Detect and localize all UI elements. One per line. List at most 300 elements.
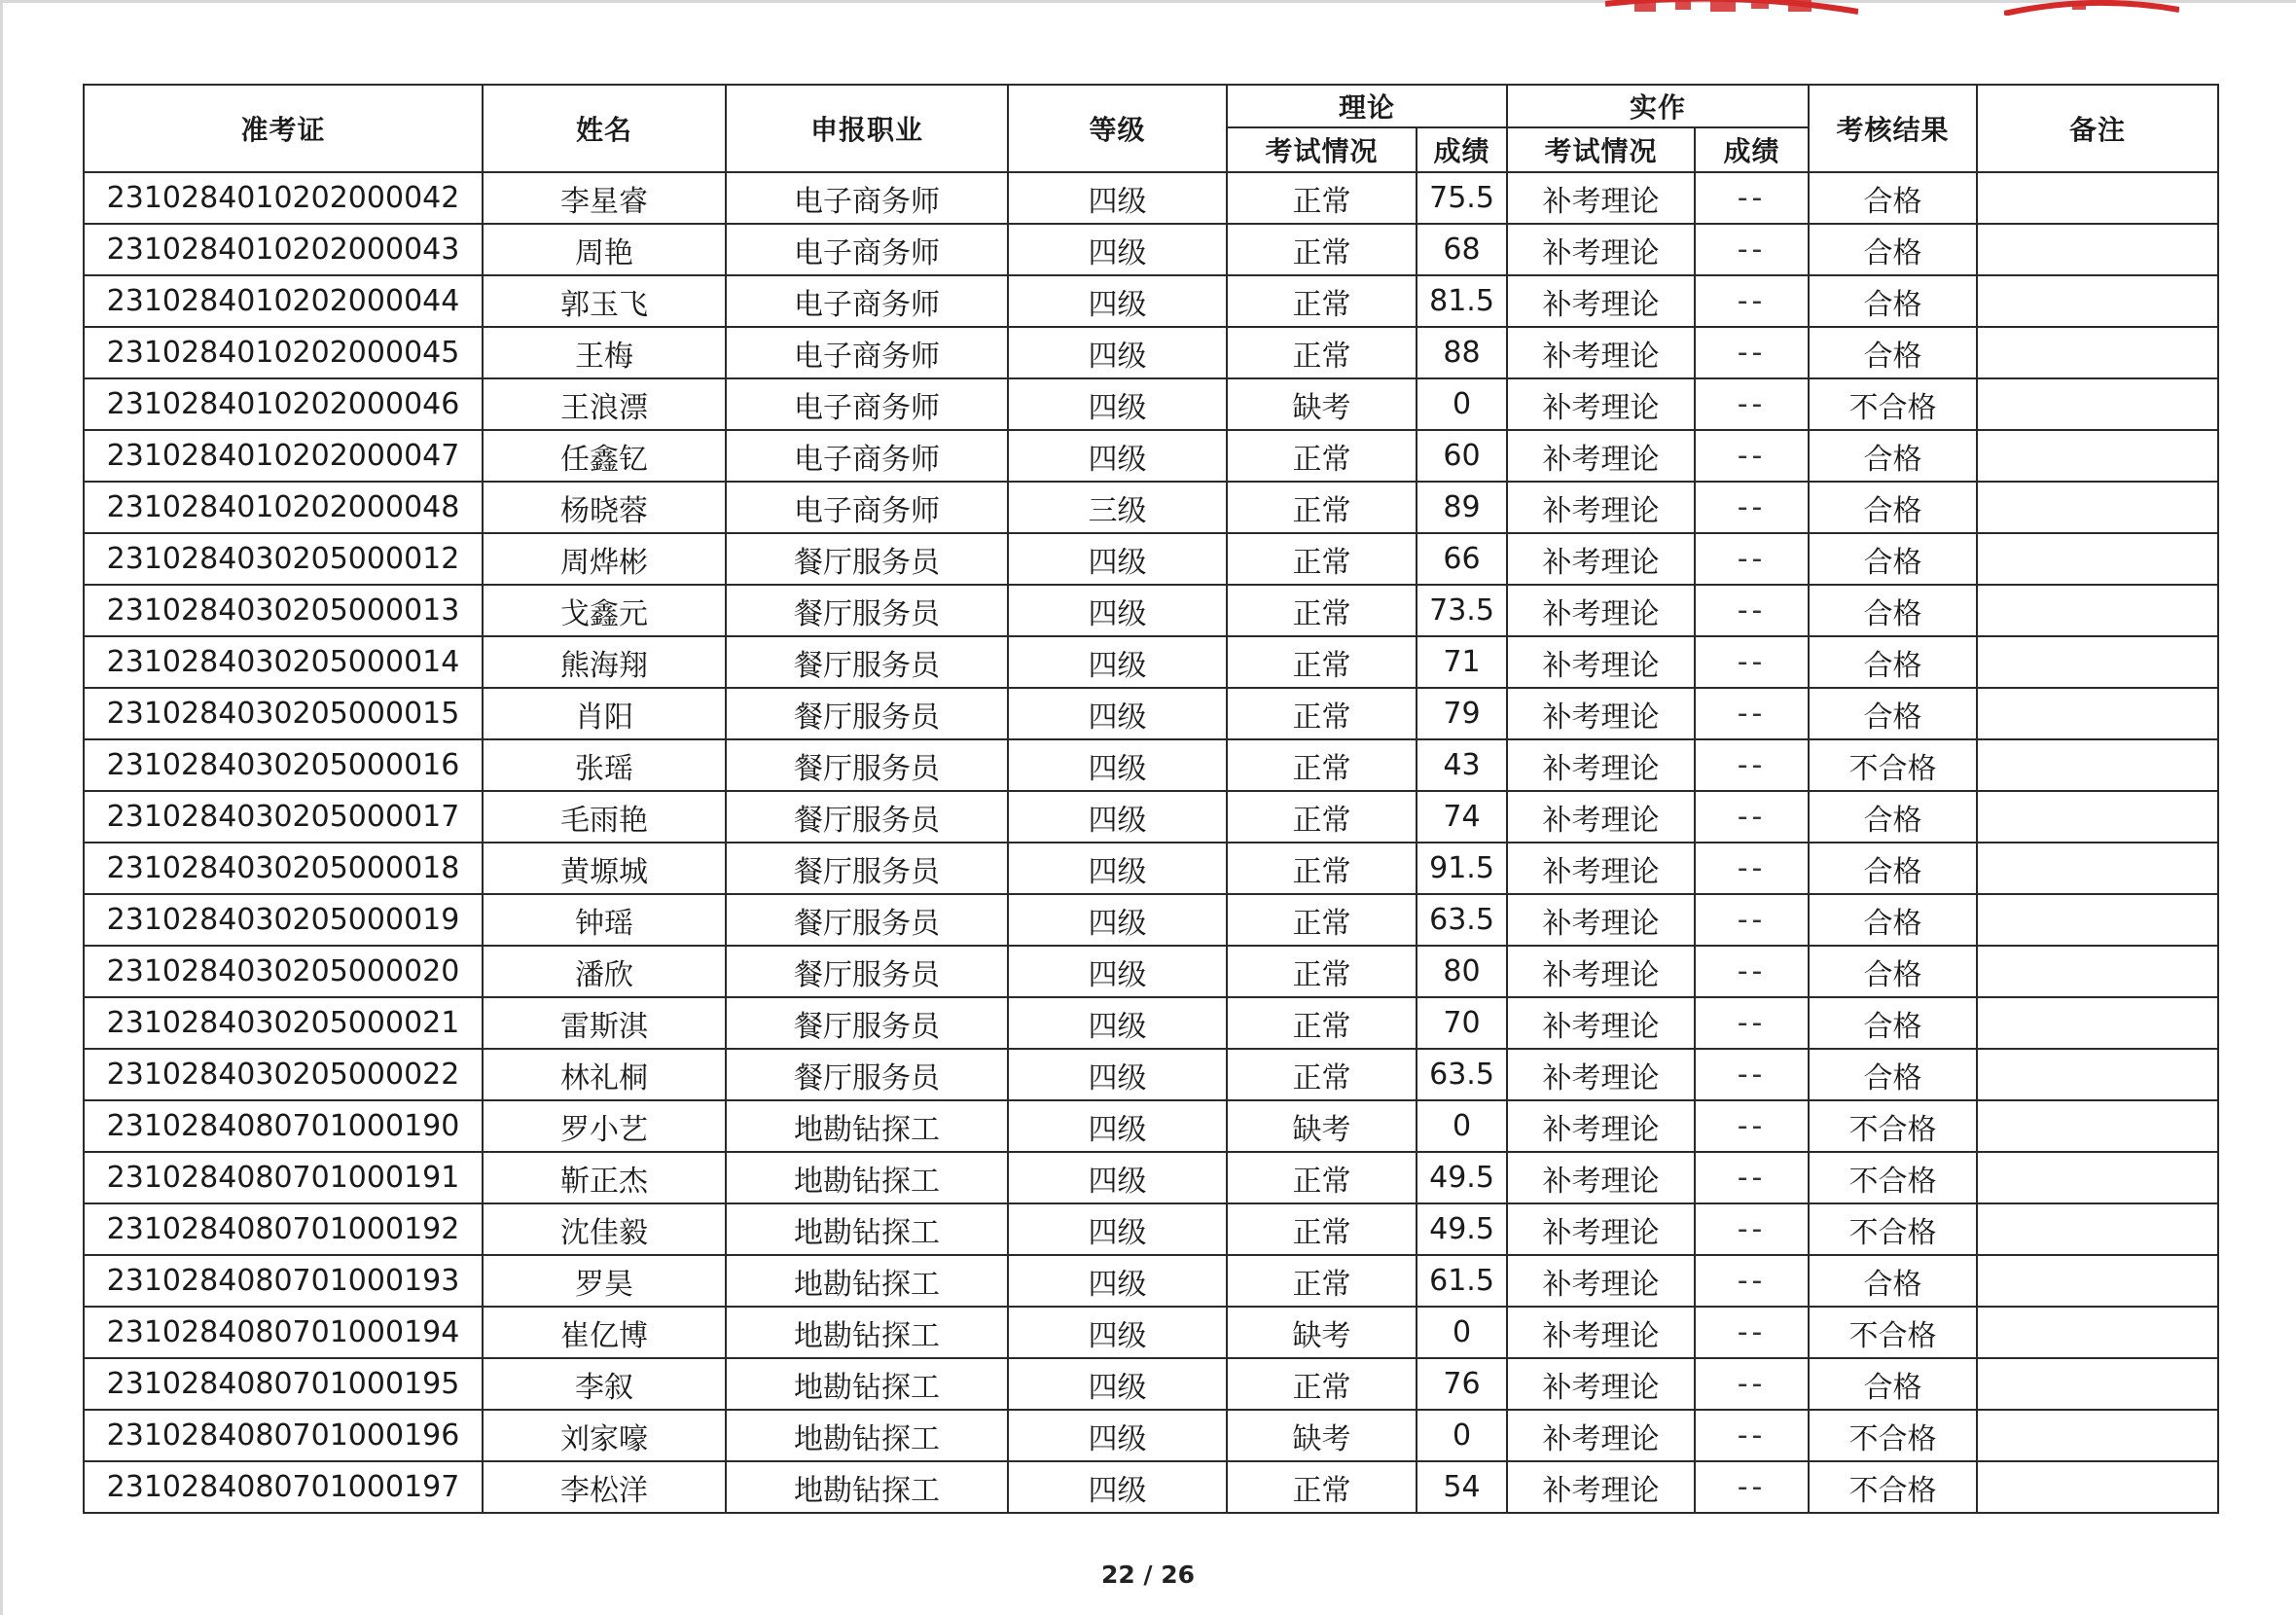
cell-name: 潘欣 (483, 946, 726, 997)
cell-practical-status: 补考理论 (1507, 894, 1695, 946)
cell-theory-status: 正常 (1227, 894, 1417, 946)
cell-theory-status: 正常 (1227, 843, 1417, 894)
cell-name: 雷斯淇 (483, 997, 726, 1049)
cell-level: 四级 (1008, 224, 1227, 275)
cell-theory-status: 正常 (1227, 1255, 1417, 1307)
cell-result: 合格 (1809, 894, 1977, 946)
cell-result: 合格 (1809, 430, 1977, 482)
cell-level: 四级 (1008, 946, 1227, 997)
cell-theory-score: 0 (1417, 1307, 1507, 1358)
header-result: 考核结果 (1809, 85, 1977, 172)
cell-occupation: 地勘钻探工 (726, 1461, 1008, 1513)
cell-exam-id: 2310284080701000195 (84, 1358, 483, 1410)
cell-exam-id: 2310284010202000044 (84, 275, 483, 327)
cell-practical-score: -- (1695, 997, 1809, 1049)
cell-name: 毛雨艳 (483, 791, 726, 843)
cell-remark (1977, 636, 2218, 688)
cell-result: 合格 (1809, 997, 1977, 1049)
header-theory-score: 成绩 (1417, 127, 1507, 172)
cell-practical-status: 补考理论 (1507, 843, 1695, 894)
cell-occupation: 电子商务师 (726, 482, 1008, 533)
cell-result: 合格 (1809, 791, 1977, 843)
page-edge-top (0, 0, 2296, 3)
cell-practical-score: -- (1695, 533, 1809, 585)
cell-occupation: 地勘钻探工 (726, 1203, 1008, 1255)
cell-name: 王梅 (483, 327, 726, 378)
cell-practical-score: -- (1695, 1307, 1809, 1358)
cell-practical-score: -- (1695, 688, 1809, 739)
cell-level: 四级 (1008, 997, 1227, 1049)
cell-practical-status: 补考理论 (1507, 1152, 1695, 1203)
cell-practical-score: -- (1695, 1049, 1809, 1100)
cell-remark (1977, 275, 2218, 327)
cell-name: 肖阳 (483, 688, 726, 739)
header-row-primary (84, 85, 2218, 127)
cell-practical-score: -- (1695, 1100, 1809, 1152)
cell-theory-status: 正常 (1227, 997, 1417, 1049)
cell-result: 不合格 (1809, 1307, 1977, 1358)
cell-practical-score: -- (1695, 894, 1809, 946)
cell-practical-status: 补考理论 (1507, 1461, 1695, 1513)
cell-practical-score: -- (1695, 275, 1809, 327)
cell-level: 四级 (1008, 739, 1227, 791)
cell-practical-status: 补考理论 (1507, 636, 1695, 688)
cell-practical-score: -- (1695, 430, 1809, 482)
cell-level: 三级 (1008, 482, 1227, 533)
cell-remark (1977, 1410, 2218, 1461)
cell-theory-status: 正常 (1227, 585, 1417, 636)
cell-name: 崔亿博 (483, 1307, 726, 1358)
cell-occupation: 餐厅服务员 (726, 688, 1008, 739)
cell-remark (1977, 327, 2218, 378)
cell-occupation: 地勘钻探工 (726, 1307, 1008, 1358)
cell-result: 合格 (1809, 224, 1977, 275)
cell-theory-score: 63.5 (1417, 894, 1507, 946)
cell-practical-status: 补考理论 (1507, 1307, 1695, 1358)
cell-exam-id: 2310284030205000016 (84, 739, 483, 791)
cell-practical-status: 补考理论 (1507, 378, 1695, 430)
cell-remark (1977, 430, 2218, 482)
cell-theory-status: 正常 (1227, 1358, 1417, 1410)
table-row (84, 739, 2218, 791)
cell-exam-id: 2310284030205000020 (84, 946, 483, 997)
table-row (84, 997, 2218, 1049)
cell-name: 林礼桐 (483, 1049, 726, 1100)
cell-remark (1977, 1203, 2218, 1255)
cell-practical-status: 补考理论 (1507, 1410, 1695, 1461)
cell-exam-id: 2310284010202000047 (84, 430, 483, 482)
cell-practical-score: -- (1695, 1410, 1809, 1461)
table-row (84, 946, 2218, 997)
cell-remark (1977, 946, 2218, 997)
cell-remark (1977, 585, 2218, 636)
cell-result: 不合格 (1809, 1100, 1977, 1152)
cell-theory-status: 正常 (1227, 327, 1417, 378)
cell-name: 杨晓蓉 (483, 482, 726, 533)
cell-remark (1977, 1358, 2218, 1410)
cell-level: 四级 (1008, 1461, 1227, 1513)
table-row (84, 791, 2218, 843)
cell-theory-score: 76 (1417, 1358, 1507, 1410)
cell-practical-status: 补考理论 (1507, 275, 1695, 327)
cell-practical-score: -- (1695, 1203, 1809, 1255)
cell-theory-status: 正常 (1227, 1049, 1417, 1100)
cell-theory-status: 正常 (1227, 224, 1417, 275)
cell-level: 四级 (1008, 1307, 1227, 1358)
cell-level: 四级 (1008, 585, 1227, 636)
cell-practical-score: -- (1695, 843, 1809, 894)
cell-practical-status: 补考理论 (1507, 224, 1695, 275)
cell-level: 四级 (1008, 1203, 1227, 1255)
cell-remark (1977, 1152, 2218, 1203)
cell-result: 不合格 (1809, 1203, 1977, 1255)
table-row (84, 1100, 2218, 1152)
cell-practical-status: 补考理论 (1507, 172, 1695, 224)
cell-theory-status: 正常 (1227, 739, 1417, 791)
cell-level: 四级 (1008, 275, 1227, 327)
cell-occupation: 餐厅服务员 (726, 997, 1008, 1049)
cell-occupation: 电子商务师 (726, 430, 1008, 482)
cell-exam-id: 2310284080701000196 (84, 1410, 483, 1461)
table-row (84, 378, 2218, 430)
cell-occupation: 餐厅服务员 (726, 739, 1008, 791)
cell-result: 合格 (1809, 688, 1977, 739)
cell-exam-id: 2310284010202000043 (84, 224, 483, 275)
table-body (84, 172, 2218, 1513)
table-row (84, 1049, 2218, 1100)
cell-exam-id: 2310284030205000012 (84, 533, 483, 585)
cell-name: 钟瑶 (483, 894, 726, 946)
cell-level: 四级 (1008, 1255, 1227, 1307)
header-practical-group: 实作 (1507, 85, 1809, 127)
cell-level: 四级 (1008, 894, 1227, 946)
cell-exam-id: 2310284080701000197 (84, 1461, 483, 1513)
cell-occupation: 餐厅服务员 (726, 636, 1008, 688)
table-row (84, 1358, 2218, 1410)
cell-occupation: 餐厅服务员 (726, 585, 1008, 636)
cell-theory-status: 正常 (1227, 636, 1417, 688)
cell-occupation: 电子商务师 (726, 224, 1008, 275)
header-practical-status: 考试情况 (1507, 127, 1695, 172)
cell-remark (1977, 224, 2218, 275)
cell-name: 刘家嚎 (483, 1410, 726, 1461)
cell-theory-score: 49.5 (1417, 1152, 1507, 1203)
cell-practical-status: 补考理论 (1507, 1358, 1695, 1410)
cell-theory-score: 79 (1417, 688, 1507, 739)
table-row (84, 843, 2218, 894)
cell-result: 不合格 (1809, 1461, 1977, 1513)
cell-remark (1977, 1049, 2218, 1100)
cell-theory-status: 正常 (1227, 430, 1417, 482)
cell-practical-score: -- (1695, 739, 1809, 791)
cell-theory-status: 正常 (1227, 275, 1417, 327)
cell-practical-status: 补考理论 (1507, 327, 1695, 378)
header-theory-group: 理论 (1227, 85, 1507, 127)
cell-result: 不合格 (1809, 739, 1977, 791)
cell-practical-status: 补考理论 (1507, 1255, 1695, 1307)
cell-level: 四级 (1008, 430, 1227, 482)
table-row (84, 636, 2218, 688)
cell-practical-score: -- (1695, 1255, 1809, 1307)
cell-remark (1977, 1100, 2218, 1152)
cell-name: 黄塬城 (483, 843, 726, 894)
cell-remark (1977, 1461, 2218, 1513)
cell-result: 合格 (1809, 327, 1977, 378)
cell-theory-status: 正常 (1227, 791, 1417, 843)
table-row (84, 327, 2218, 378)
cell-exam-id: 2310284030205000019 (84, 894, 483, 946)
cell-theory-score: 89 (1417, 482, 1507, 533)
cell-result: 合格 (1809, 482, 1977, 533)
cell-occupation: 地勘钻探工 (726, 1358, 1008, 1410)
cell-level: 四级 (1008, 636, 1227, 688)
cell-level: 四级 (1008, 1358, 1227, 1410)
header-name: 姓名 (483, 85, 726, 172)
cell-level: 四级 (1008, 327, 1227, 378)
cell-theory-status: 正常 (1227, 688, 1417, 739)
cell-practical-status: 补考理论 (1507, 997, 1695, 1049)
table-row (84, 1410, 2218, 1461)
cell-level: 四级 (1008, 172, 1227, 224)
cell-result: 合格 (1809, 636, 1977, 688)
cell-theory-score: 60 (1417, 430, 1507, 482)
cell-practical-score: -- (1695, 1152, 1809, 1203)
cell-practical-score: -- (1695, 585, 1809, 636)
header-level: 等级 (1008, 85, 1227, 172)
cell-remark (1977, 482, 2218, 533)
cell-exam-id: 2310284010202000042 (84, 172, 483, 224)
cell-result: 合格 (1809, 275, 1977, 327)
cell-name: 任鑫钇 (483, 430, 726, 482)
cell-name: 沈佳毅 (483, 1203, 726, 1255)
table-row (84, 224, 2218, 275)
table-row (84, 1461, 2218, 1513)
cell-theory-score: 80 (1417, 946, 1507, 997)
red-seal-stamp-fragment (1605, 0, 1858, 16)
cell-practical-score: -- (1695, 1358, 1809, 1410)
cell-occupation: 电子商务师 (726, 172, 1008, 224)
cell-exam-id: 2310284030205000013 (84, 585, 483, 636)
cell-practical-status: 补考理论 (1507, 791, 1695, 843)
cell-level: 四级 (1008, 1410, 1227, 1461)
cell-practical-score: -- (1695, 378, 1809, 430)
header-remark: 备注 (1977, 85, 2218, 172)
cell-theory-score: 61.5 (1417, 1255, 1507, 1307)
cell-result: 合格 (1809, 585, 1977, 636)
cell-level: 四级 (1008, 533, 1227, 585)
cell-occupation: 地勘钻探工 (726, 1100, 1008, 1152)
cell-occupation: 餐厅服务员 (726, 533, 1008, 585)
cell-theory-status: 正常 (1227, 946, 1417, 997)
cell-theory-status: 缺考 (1227, 1410, 1417, 1461)
red-seal-stamp-fragment-2 (2004, 0, 2179, 16)
cell-occupation: 电子商务师 (726, 275, 1008, 327)
cell-remark (1977, 533, 2218, 585)
cell-level: 四级 (1008, 1049, 1227, 1100)
cell-theory-score: 88 (1417, 327, 1507, 378)
cell-practical-status: 补考理论 (1507, 1203, 1695, 1255)
cell-occupation: 地勘钻探工 (726, 1152, 1008, 1203)
cell-occupation: 地勘钻探工 (726, 1410, 1008, 1461)
cell-exam-id: 2310284030205000018 (84, 843, 483, 894)
cell-exam-id: 2310284010202000048 (84, 482, 483, 533)
cell-name: 郭玉飞 (483, 275, 726, 327)
cell-practical-status: 补考理论 (1507, 430, 1695, 482)
table-row (84, 1307, 2218, 1358)
cell-name: 熊海翔 (483, 636, 726, 688)
cell-theory-score: 0 (1417, 378, 1507, 430)
cell-name: 罗小艺 (483, 1100, 726, 1152)
cell-theory-status: 缺考 (1227, 1307, 1417, 1358)
cell-result: 合格 (1809, 1049, 1977, 1100)
cell-result: 合格 (1809, 843, 1977, 894)
cell-name: 周艳 (483, 224, 726, 275)
cell-theory-status: 缺考 (1227, 378, 1417, 430)
cell-remark (1977, 739, 2218, 791)
cell-practical-status: 补考理论 (1507, 1100, 1695, 1152)
cell-exam-id: 2310284030205000014 (84, 636, 483, 688)
cell-exam-id: 2310284080701000193 (84, 1255, 483, 1307)
cell-name: 李叙 (483, 1358, 726, 1410)
cell-exam-id: 2310284030205000021 (84, 997, 483, 1049)
cell-exam-id: 2310284080701000191 (84, 1152, 483, 1203)
cell-exam-id: 2310284030205000015 (84, 688, 483, 739)
page-indicator: 22 / 26 (1100, 1561, 1196, 1589)
cell-level: 四级 (1008, 1100, 1227, 1152)
cell-theory-score: 74 (1417, 791, 1507, 843)
cell-practical-status: 补考理论 (1507, 739, 1695, 791)
table-row (84, 533, 2218, 585)
cell-exam-id: 2310284030205000017 (84, 791, 483, 843)
cell-practical-status: 补考理论 (1507, 585, 1695, 636)
cell-practical-score: -- (1695, 482, 1809, 533)
cell-occupation: 餐厅服务员 (726, 843, 1008, 894)
cell-occupation: 餐厅服务员 (726, 791, 1008, 843)
cell-level: 四级 (1008, 843, 1227, 894)
table-row (84, 1152, 2218, 1203)
cell-practical-score: -- (1695, 791, 1809, 843)
cell-theory-score: 0 (1417, 1410, 1507, 1461)
cell-theory-score: 66 (1417, 533, 1507, 585)
exam-results-table (83, 84, 2219, 1514)
cell-name: 周烨彬 (483, 533, 726, 585)
cell-theory-status: 正常 (1227, 172, 1417, 224)
cell-practical-status: 补考理论 (1507, 946, 1695, 997)
cell-theory-score: 70 (1417, 997, 1507, 1049)
table-row (84, 688, 2218, 739)
cell-theory-score: 71 (1417, 636, 1507, 688)
cell-remark (1977, 997, 2218, 1049)
cell-theory-score: 43 (1417, 739, 1507, 791)
cell-result: 合格 (1809, 946, 1977, 997)
cell-remark (1977, 894, 2218, 946)
cell-practical-status: 补考理论 (1507, 533, 1695, 585)
cell-theory-status: 正常 (1227, 1461, 1417, 1513)
cell-occupation: 餐厅服务员 (726, 894, 1008, 946)
cell-theory-status: 正常 (1227, 482, 1417, 533)
cell-remark (1977, 843, 2218, 894)
cell-remark (1977, 791, 2218, 843)
cell-name: 张瑶 (483, 739, 726, 791)
cell-practical-score: -- (1695, 172, 1809, 224)
cell-theory-score: 81.5 (1417, 275, 1507, 327)
cell-theory-score: 49.5 (1417, 1203, 1507, 1255)
cell-theory-status: 缺考 (1227, 1100, 1417, 1152)
cell-result: 合格 (1809, 533, 1977, 585)
cell-occupation: 餐厅服务员 (726, 1049, 1008, 1100)
table-row (84, 482, 2218, 533)
cell-practical-score: -- (1695, 946, 1809, 997)
table-row (84, 275, 2218, 327)
cell-result: 合格 (1809, 1255, 1977, 1307)
cell-theory-score: 0 (1417, 1100, 1507, 1152)
table-row (84, 894, 2218, 946)
header-practical-score: 成绩 (1695, 127, 1809, 172)
cell-exam-id: 2310284010202000046 (84, 378, 483, 430)
cell-exam-id: 2310284030205000022 (84, 1049, 483, 1100)
cell-theory-score: 91.5 (1417, 843, 1507, 894)
cell-exam-id: 2310284080701000190 (84, 1100, 483, 1152)
cell-theory-status: 正常 (1227, 1203, 1417, 1255)
header-exam-id: 准考证 (84, 85, 483, 172)
cell-occupation: 电子商务师 (726, 327, 1008, 378)
cell-practical-score: -- (1695, 636, 1809, 688)
cell-result: 不合格 (1809, 378, 1977, 430)
cell-exam-id: 2310284080701000192 (84, 1203, 483, 1255)
cell-remark (1977, 1307, 2218, 1358)
table-row (84, 172, 2218, 224)
cell-theory-status: 正常 (1227, 1152, 1417, 1203)
cell-occupation: 地勘钻探工 (726, 1255, 1008, 1307)
cell-result: 合格 (1809, 1358, 1977, 1410)
cell-name: 靳正杰 (483, 1152, 726, 1203)
page-edge-left (0, 0, 3, 1615)
table-row (84, 1255, 2218, 1307)
cell-name: 戈鑫元 (483, 585, 726, 636)
cell-level: 四级 (1008, 688, 1227, 739)
table-row (84, 585, 2218, 636)
table-row (84, 430, 2218, 482)
cell-practical-status: 补考理论 (1507, 688, 1695, 739)
cell-theory-score: 73.5 (1417, 585, 1507, 636)
cell-remark (1977, 172, 2218, 224)
cell-occupation: 电子商务师 (726, 378, 1008, 430)
cell-practical-score: -- (1695, 1461, 1809, 1513)
cell-exam-id: 2310284080701000194 (84, 1307, 483, 1358)
cell-result: 不合格 (1809, 1152, 1977, 1203)
cell-theory-score: 54 (1417, 1461, 1507, 1513)
cell-occupation: 餐厅服务员 (726, 946, 1008, 997)
cell-theory-status: 正常 (1227, 533, 1417, 585)
cell-name: 罗昊 (483, 1255, 726, 1307)
cell-name: 李星睿 (483, 172, 726, 224)
table-row (84, 1203, 2218, 1255)
cell-name: 王浪漂 (483, 378, 726, 430)
cell-result: 不合格 (1809, 1410, 1977, 1461)
cell-level: 四级 (1008, 791, 1227, 843)
cell-theory-score: 68 (1417, 224, 1507, 275)
header-occupation: 申报职业 (726, 85, 1008, 172)
header-theory-status: 考试情况 (1227, 127, 1417, 172)
cell-result: 合格 (1809, 172, 1977, 224)
cell-remark (1977, 1255, 2218, 1307)
cell-level: 四级 (1008, 378, 1227, 430)
cell-name: 李松洋 (483, 1461, 726, 1513)
cell-remark (1977, 378, 2218, 430)
cell-practical-status: 补考理论 (1507, 1049, 1695, 1100)
cell-practical-status: 补考理论 (1507, 482, 1695, 533)
cell-remark (1977, 688, 2218, 739)
